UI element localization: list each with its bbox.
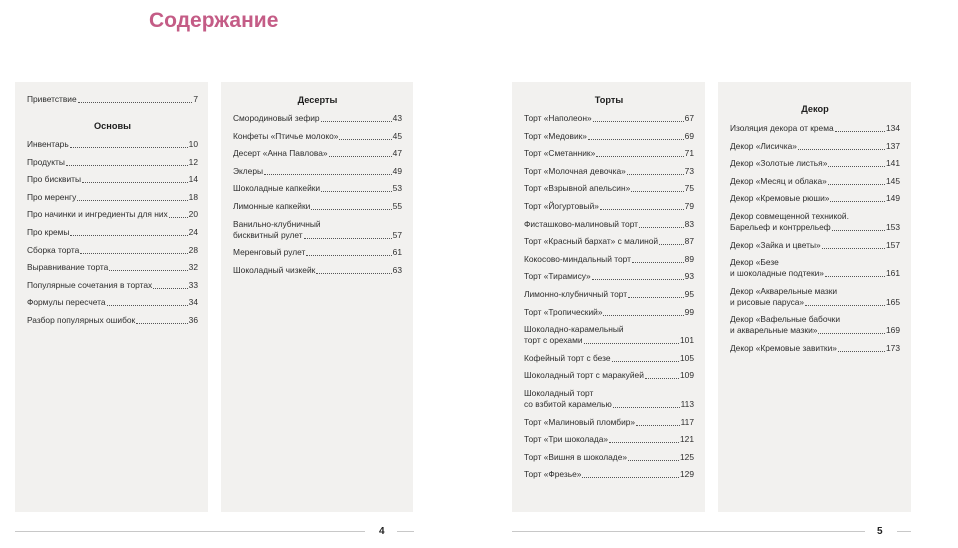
toc-entry-page: 75: [684, 183, 694, 194]
toc-entry-title: Смородиновый зефир: [233, 113, 320, 123]
toc-entry-page: 93: [684, 271, 694, 282]
toc-column-decor: [718, 82, 911, 512]
toc-entry-page: 63: [392, 264, 402, 275]
toc-entry-title: Шоколадный чизкейк: [233, 264, 316, 275]
dot-leader: [603, 314, 683, 316]
dot-leader: [628, 296, 684, 298]
toc-entry[interactable]: [27, 297, 198, 308]
toc-entry[interactable]: [233, 219, 402, 241]
toc-entry-page: 20: [188, 209, 198, 220]
toc-entry[interactable]: [27, 139, 198, 150]
toc-entry[interactable]: [524, 271, 694, 282]
footer-rule-right-tail: [897, 531, 911, 532]
toc-entry[interactable]: [233, 113, 402, 124]
toc-entry-title: Меренговый рулет: [233, 247, 306, 258]
toc-entry-title: Шоколадный торт с маракуйей: [524, 370, 644, 381]
toc-entry-page: 105: [680, 352, 694, 363]
toc-entry-page: 113: [680, 398, 694, 409]
footer-rule-left: [15, 531, 365, 532]
toc-entry[interactable]: [524, 219, 694, 230]
dot-leader: [822, 247, 885, 249]
toc-entry[interactable]: [233, 265, 402, 276]
toc-entry-page: 57: [392, 229, 402, 240]
toc-entry-page: 12: [188, 156, 198, 167]
toc-entry-page: 71: [684, 148, 694, 159]
toc-entry-page: 109: [680, 370, 694, 381]
dot-leader: [639, 226, 684, 228]
toc-entry-title: со взбитой карамелью: [524, 398, 612, 409]
toc-entry-title: Про меренгу: [27, 191, 77, 202]
toc-list-cakes: [524, 113, 694, 480]
toc-entry-page: 45: [392, 130, 402, 141]
toc-entry-page: 53: [392, 183, 402, 194]
toc-entry-page: 173: [886, 342, 900, 353]
toc-entry[interactable]: [524, 254, 694, 265]
toc-entry-title: Декор «Лисичка»: [730, 140, 797, 151]
toc-entry-title: Торт «Тирамису»: [524, 271, 591, 282]
toc-entry-title: Популярные сочетания в тортах: [27, 279, 153, 290]
dot-leader: [316, 272, 391, 274]
toc-entry[interactable]: [524, 166, 694, 177]
dot-leader: [321, 120, 392, 122]
dot-leader: [136, 322, 187, 324]
toc-entry-title: и акварельные мазки»: [730, 325, 818, 336]
dot-leader: [631, 190, 683, 192]
toc-entry[interactable]: [524, 370, 694, 381]
dot-leader: [321, 190, 392, 192]
toc-entry-page: 10: [188, 139, 198, 149]
toc-entry-page: 14: [188, 174, 198, 185]
toc-entry-title-line1: Ванильно-клубничный: [233, 218, 321, 229]
toc-entry-title: Декор «Кремовые рюши»: [730, 193, 830, 204]
toc-column-cakes: [512, 82, 705, 512]
section-heading-decor: Декор: [801, 104, 829, 114]
dot-leader: [612, 360, 679, 362]
toc-entry[interactable]: [27, 192, 198, 203]
toc-entry-title: Лимонные капкейки: [233, 200, 311, 211]
dot-leader: [66, 164, 188, 166]
toc-entry-title: Торт «Сметанник»: [524, 148, 596, 159]
toc-entry-title: Кофейный торт с безе: [524, 352, 611, 363]
toc-entry-title: Декор «Зайка и цветы»: [730, 239, 821, 250]
dot-leader: [832, 229, 885, 231]
toc-list-desserts: [233, 113, 402, 276]
dot-leader: [304, 237, 392, 239]
dot-leader: [600, 208, 684, 210]
toc-entry[interactable]: [730, 314, 900, 336]
toc-entry-page: 95: [684, 288, 694, 299]
toc-entry-title: Кокосово-миндальный торт: [524, 253, 631, 264]
toc-column-basics: [15, 82, 208, 512]
toc-entry[interactable]: [524, 434, 694, 445]
dot-leader: [582, 476, 679, 478]
toc-entry-title: Торт «Фрезье»: [524, 469, 582, 480]
dot-leader: [329, 155, 392, 157]
toc-entry[interactable]: [730, 123, 900, 134]
toc-entry-title: Сборка торта: [27, 244, 80, 255]
footer-rule-right: [512, 531, 865, 532]
footer-rule-left-tail: [397, 531, 414, 532]
toc-entry-page: 67: [684, 113, 694, 123]
dot-leader: [636, 424, 680, 426]
page-title: Содержание: [149, 9, 279, 32]
toc-entry[interactable]: [27, 315, 198, 326]
toc-entry[interactable]: [233, 131, 402, 142]
toc-entry-title: Продукты: [27, 156, 65, 167]
toc-entry[interactable]: [730, 257, 900, 279]
toc-entry-page: 49: [392, 165, 402, 176]
toc-entry-title: торт с орехами: [524, 335, 583, 346]
toc-entry-title: Шоколадные капкейки: [233, 183, 321, 194]
dot-leader: [596, 155, 683, 157]
toc-entry-title: Инвентарь: [27, 139, 69, 149]
toc-entry-page: 73: [684, 165, 694, 176]
dot-leader: [805, 304, 885, 306]
toc-entry-page: 18: [188, 191, 198, 202]
dot-leader: [70, 146, 188, 148]
toc-entry-page: 99: [684, 306, 694, 317]
toc-entry-page: 141: [886, 158, 900, 169]
toc-entry[interactable]: [524, 113, 694, 124]
toc-entry[interactable]: [524, 324, 694, 346]
dot-leader: [109, 269, 187, 271]
toc-entry-page: 79: [684, 200, 694, 211]
toc-entry-title: Торт «Три шоколада»: [524, 434, 609, 445]
toc-entry-title: Торт «Взрывной апельсин»: [524, 183, 631, 194]
toc-entry[interactable]: [524, 183, 694, 194]
toc-entry-page: 121: [680, 434, 694, 445]
dot-leader: [70, 234, 187, 236]
dot-leader: [818, 332, 885, 334]
toc-entry[interactable]: [524, 307, 694, 318]
dot-leader: [311, 208, 391, 210]
toc-entry-page: 33: [188, 279, 198, 290]
toc-entry-page: 137: [886, 140, 900, 151]
dot-leader: [584, 342, 679, 344]
toc-entry-title: Декор «Кремовые завитки»: [730, 342, 837, 353]
toc-entry-title: Десерт «Анна Павлова»: [233, 148, 328, 159]
toc-entry-title-line1: Декор «Акварельные мазки: [730, 285, 838, 296]
toc-entry[interactable]: [730, 343, 900, 354]
toc-entry-page: 165: [886, 296, 900, 307]
toc-entry[interactable]: [27, 157, 198, 168]
toc-entry-title: Выравнивание торта: [27, 262, 109, 273]
toc-entry-page: 157: [886, 239, 900, 250]
toc-entry-page: 32: [188, 262, 198, 273]
toc-entry-page: 24: [188, 226, 198, 237]
toc-entry-title: Барельеф и контррельеф: [730, 221, 831, 232]
dot-leader: [609, 441, 679, 443]
toc-entry-page: 161: [886, 268, 900, 279]
dot-leader: [628, 459, 679, 461]
dot-leader: [264, 173, 392, 175]
toc-entry-page: 101: [680, 335, 694, 346]
toc-entry[interactable]: [233, 201, 402, 212]
toc-entry[interactable]: [233, 148, 402, 159]
toc-entry-title: Торт «Малиновый пломбир»: [524, 416, 636, 427]
toc-entry[interactable]: [730, 141, 900, 152]
toc-entry-title: Разбор популярных ошибок: [27, 314, 136, 325]
toc-entry[interactable]: [27, 94, 198, 105]
toc-entry[interactable]: [233, 183, 402, 194]
toc-entry-page: 125: [680, 451, 694, 462]
toc-entry[interactable]: [524, 148, 694, 159]
toc-intro: [27, 94, 198, 105]
toc-entry[interactable]: [233, 247, 402, 258]
toc-entry-page: 7: [193, 94, 198, 104]
toc-entry-page: 36: [188, 314, 198, 325]
toc-entry-title: Эклеры: [233, 165, 263, 176]
dot-leader: [632, 261, 684, 263]
toc-entry-title: Торт «Тропический»: [524, 306, 603, 317]
toc-entry[interactable]: [27, 262, 198, 273]
dot-leader: [588, 138, 684, 140]
toc-entry[interactable]: [524, 289, 694, 300]
dot-leader: [659, 243, 684, 245]
toc-list-basics: [27, 139, 198, 326]
toc-entry-title-line1: Шоколадно-карамельный: [524, 324, 624, 335]
toc-entry-page: 134: [886, 123, 900, 133]
toc-entry[interactable]: [730, 286, 900, 308]
toc-entry-page: 149: [886, 193, 900, 204]
dot-leader: [828, 183, 885, 185]
dot-leader: [835, 130, 885, 132]
dot-leader: [339, 138, 391, 140]
toc-entry-title: Конфеты «Птичье молоко»: [233, 130, 339, 141]
dot-leader: [107, 304, 188, 306]
toc-entry-title: Декор «Месяц и облака»: [730, 175, 827, 186]
toc-entry-title: Приветствие: [27, 94, 77, 104]
toc-entry[interactable]: [524, 388, 694, 410]
toc-entry-title: Декор «Золотые листья»: [730, 158, 828, 169]
toc-entry-page: 69: [684, 130, 694, 141]
dot-leader: [306, 254, 391, 256]
toc-entry-page: 117: [680, 416, 694, 427]
toc-entry[interactable]: [524, 452, 694, 463]
toc-entry-page: 89: [684, 253, 694, 264]
toc-entry-title-line1: Декор «Вафельные бабочки: [730, 314, 841, 325]
toc-entry-page: 169: [886, 325, 900, 336]
toc-entry[interactable]: [730, 158, 900, 169]
dot-leader: [82, 181, 188, 183]
toc-entry-page: 34: [188, 297, 198, 308]
toc-entry[interactable]: [27, 174, 198, 185]
toc-entry-title: Торт «Молочная девочка»: [524, 165, 626, 176]
toc-entry-page: 47: [392, 148, 402, 159]
dot-leader: [828, 165, 885, 167]
dot-leader: [627, 173, 684, 175]
toc-list-decor: [730, 123, 900, 354]
toc-entry-title: Фисташково-малиновый торт: [524, 218, 639, 229]
toc-entry-title-line1: Декор совмещенной техникой.: [730, 210, 849, 221]
dot-leader: [645, 377, 679, 379]
toc-entry[interactable]: [730, 176, 900, 187]
section-heading-cakes: Торты: [594, 95, 624, 105]
toc-entry[interactable]: [524, 131, 694, 142]
toc-entry[interactable]: [524, 201, 694, 212]
toc-entry[interactable]: [524, 417, 694, 428]
toc-entry-page: 43: [392, 113, 402, 123]
toc-entry-title: Торт «Наполеон»: [524, 113, 592, 123]
toc-entry[interactable]: [524, 469, 694, 480]
dot-leader: [825, 275, 885, 277]
toc-entry-title-line1: Декор «Безе: [730, 257, 779, 268]
dot-leader: [830, 200, 885, 202]
toc-entry-title: Про бисквиты: [27, 174, 81, 185]
toc-entry-page: 28: [188, 244, 198, 255]
toc-entry-title: Торт «Йогуртовый»: [524, 200, 599, 211]
dot-leader: [153, 287, 187, 289]
dot-leader: [592, 278, 684, 280]
page-number-right: 5: [877, 526, 883, 537]
section-heading-basics: Основы: [94, 121, 131, 131]
toc-entry-title: Про начинки и ингредиенты для них: [27, 209, 168, 220]
toc-entry-title: Лимонно-клубничный торт: [524, 288, 628, 299]
toc-entry-title: и шоколадные подтеки»: [730, 268, 824, 279]
dot-leader: [613, 406, 680, 408]
toc-entry[interactable]: [524, 236, 694, 247]
dot-leader: [169, 216, 188, 218]
toc-entry[interactable]: [233, 166, 402, 177]
dot-leader: [798, 148, 885, 150]
toc-entry-page: 153: [886, 221, 900, 232]
toc-entry[interactable]: [524, 353, 694, 364]
toc-entry[interactable]: [27, 227, 198, 238]
toc-entry-title: Торт «Медовик»: [524, 130, 587, 141]
toc-entry-title: Формулы пересчета: [27, 297, 106, 308]
toc-entry-page: 83: [684, 218, 694, 229]
toc-entry-title: бисквитный рулет: [233, 229, 303, 240]
toc-entry[interactable]: [730, 211, 900, 233]
toc-entry-title: Торт «Красный бархат» с малиной: [524, 236, 659, 247]
page-number-left: 4: [379, 526, 385, 537]
toc-entry-title: Изоляция декора от крема: [730, 123, 834, 133]
toc-entry[interactable]: [730, 240, 900, 251]
dot-leader: [80, 252, 187, 254]
dot-leader: [78, 101, 193, 103]
toc-entry-title: Про кремы: [27, 226, 70, 237]
toc-entry[interactable]: [27, 209, 198, 220]
toc-entry-title: Торт «Вишня в шоколаде»: [524, 451, 628, 462]
section-heading-desserts: Десерты: [297, 95, 338, 105]
dot-leader: [593, 120, 684, 122]
toc-entry-page: 129: [680, 469, 694, 480]
toc-entry-page: 145: [886, 175, 900, 186]
toc-entry[interactable]: [730, 193, 900, 204]
toc-entry[interactable]: [27, 280, 198, 291]
toc-entry-title: и рисовые паруса»: [730, 296, 805, 307]
toc-entry[interactable]: [27, 245, 198, 256]
dot-leader: [77, 199, 187, 201]
dot-leader: [838, 350, 885, 352]
toc-entry-title-line1: Шоколадный торт: [524, 387, 594, 398]
toc-entry-page: 55: [392, 200, 402, 211]
toc-entry-page: 61: [392, 247, 402, 258]
toc-column-desserts: [221, 82, 413, 512]
toc-entry-page: 87: [684, 236, 694, 247]
